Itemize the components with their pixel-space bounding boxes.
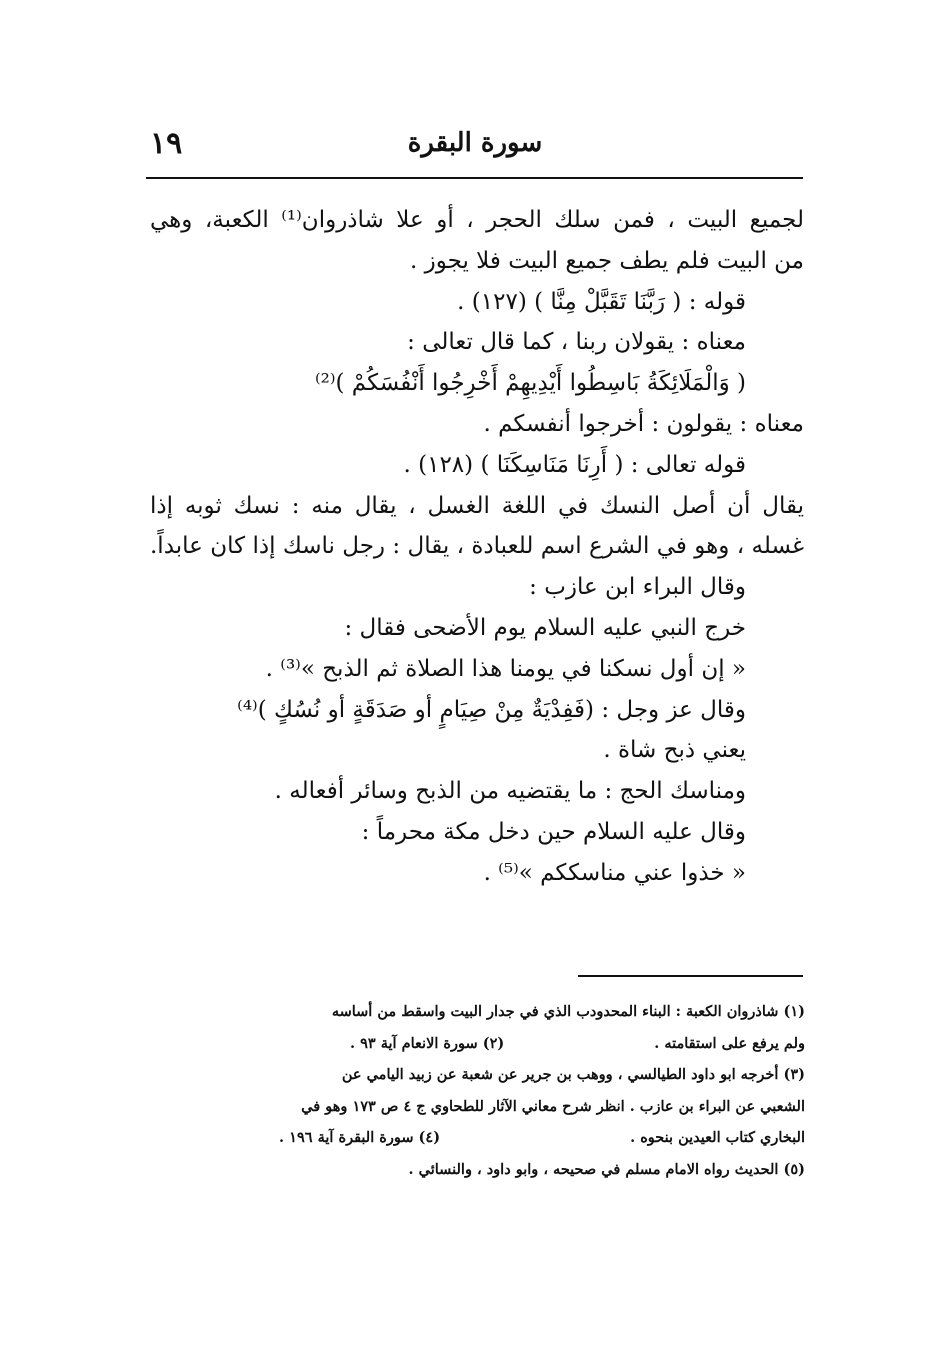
footnote-rule (578, 975, 803, 977)
hadith-quote-line: « خذوا عني مناسككم »⁽⁵⁾ . (483, 859, 746, 886)
text-line: وقال عليه السلام حين دخل مكة محرماً : (361, 818, 746, 845)
text-line: غسله ، وهو في الشرع اسم للعبادة ، يقال : رجل ناسك إذا كان عابداً. (150, 533, 804, 560)
quran-verse-line: قوله تعالى : ( أَرِنَا مَنَاسِكَنَا ) (١٢٨) . (403, 451, 746, 478)
text-line: خرج النبي عليه السلام يوم الأضحى فقال : (344, 614, 746, 641)
footnote-4: (٤) سورة البقرة آية ١٩٦ . (279, 1129, 441, 1146)
quran-verse-line: وقال عز وجل : (فَفِدْيَةٌ مِنْ صِيَامٍ أو صَدَقَةٍ أو نُسُكٍ )⁽⁴⁾ (237, 696, 746, 723)
page-number: ١٩ (150, 126, 183, 161)
footnote-2: (٢) سورة الانعام آية ٩٣ . (350, 1034, 505, 1052)
footnote-3-end: البخاري كتاب العيدين بنحوه . (630, 1129, 805, 1146)
footnote-1-continued: ولم يرفع على استقامته . (654, 1034, 805, 1052)
text-line: يعني ذبح شاة . (603, 737, 746, 764)
footnote-1: (١) شاذروان الكعبة : البناء المحدودب الذي في جدار البيت واسقط من أساسه (331, 1003, 805, 1020)
text-line: من البيت فلم يطف جميع البيت فلا يجوز . (410, 247, 804, 274)
footnote-row (140, 1028, 805, 1060)
footnote-row (140, 1122, 805, 1154)
page-header (150, 120, 800, 176)
text-line: معناه : يقولون : أخرجوا أنفسكم . (483, 410, 804, 437)
body-text (150, 200, 804, 894)
quran-verse-line: قوله : ( رَبَّنَا تَقَبَّلْ مِنَّا ) (١٢٧) . (457, 288, 746, 315)
hadith-quote-line: « إن أول نسكنا في يومنا هذا الصلاة ثم الذبح »⁽³⁾ . (265, 655, 746, 682)
text-line: لجميع البيت ، فمن سلك الحجر ، أو علا شاذروان⁽¹⁾ الكعبة، وهي (150, 207, 804, 233)
footnote-3-continued: الشعبي عن البراء بن عازب . انظر شرح معاني الآثار للطحاوي ج ٤ ص ١٧٣ وهو في (301, 1097, 805, 1115)
footnote-3: (٣) أخرجه ابو داود الطيالسي ، ووهب بن جرير عن شعبة عن زبيد اليامي عن (341, 1066, 805, 1083)
quran-verse-line: ( وَالْمَلَائِكَةُ بَاسِطُوا أَيْدِيهِمْ أَخْرِجُوا أَنْفُسَكُمْ )⁽²⁾ (314, 370, 746, 397)
running-title: سورة البقرة (407, 128, 543, 158)
footnotes (140, 996, 805, 1185)
text-line: معناه : يقولان ربنا ، كما قال تعالى : (407, 329, 746, 356)
text-line: وقال البراء ابن عازب : (529, 574, 746, 601)
text-line: يقال أن أصل النسك في اللغة الغسل ، يقال منه : نسك ثوبه إذا (150, 492, 804, 519)
header-rule (146, 177, 803, 179)
footnote-5: (٥) الحديث رواه الامام مسلم في صحيحه ، وابو داود ، والنسائي . (408, 1160, 805, 1178)
text-line: ومناسك الحج : ما يقتضيه من الذبح وسائر أفعاله . (274, 778, 746, 805)
